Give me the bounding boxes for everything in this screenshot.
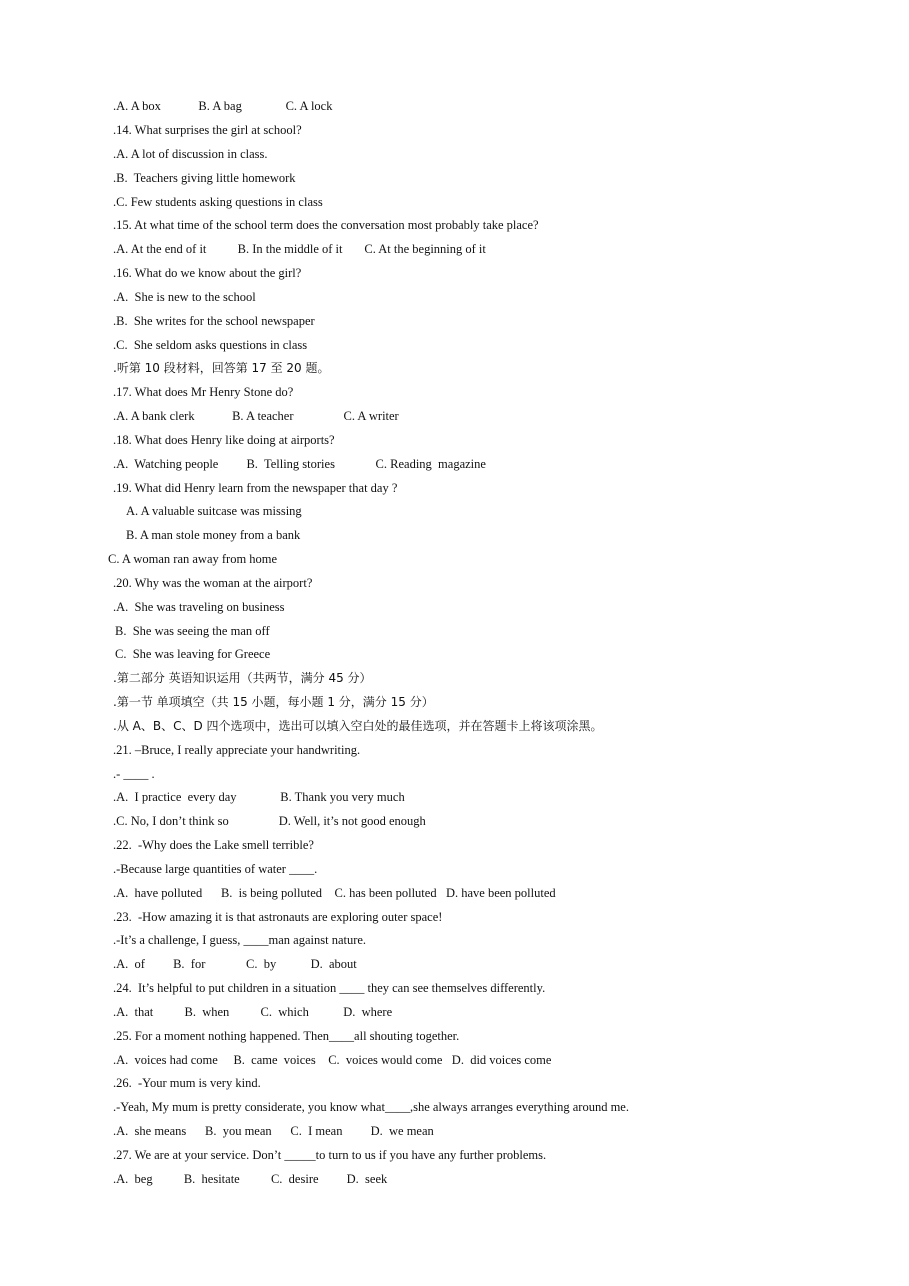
q20-option-b: B. She was seeing the man off (115, 624, 270, 638)
q18-question: .18. What does Henry like doing at airports? (113, 433, 335, 447)
q16-question: .16. What do we know about the girl? (113, 266, 302, 280)
q16-option-a: .A. She is new to the school (113, 290, 256, 304)
q22-reply: .-Because large quantities of water ____. (113, 862, 318, 876)
q26-options: .A. she means B. you mean C. I mean D. we mean (113, 1124, 434, 1138)
q27-question: .27. We are at your service. Don’t _____to turn to us if you have any further problems. (113, 1148, 547, 1162)
q25-question: .25. For a moment nothing happened. Then____all shouting together. (113, 1029, 460, 1043)
q23-options: .A. of B. for C. by D. about (113, 957, 357, 971)
q15-question: .15. At what time of the school term does the conversation most probably take place? (113, 218, 539, 232)
q14-option-a: .A. A lot of discussion in class. (113, 147, 268, 161)
q18-options: .A. Watching people B. Telling stories C. Reading magazine (113, 457, 486, 471)
q24-question: .24. It’s helpful to put children in a situation ____ they can see themselves differently. (113, 981, 546, 995)
section-instruction-10: .听第 10 段材料，回答第 17 至 20 题。 (113, 361, 330, 375)
q19-option-b: B. A man stole money from a bank (126, 528, 301, 542)
q17-options: .A. A bank clerk B. A teacher C. A writer (113, 409, 399, 423)
q20-question: .20. Why was the woman at the airport? (113, 576, 313, 590)
q14-option-c: .C. Few students asking questions in class (113, 195, 323, 209)
q26-question: .26. -Your mum is very kind. (113, 1076, 261, 1090)
q21-reply-blank: .- ____ . (113, 767, 155, 781)
q25-options: .A. voices had come B. came voices C. voices would come D. did voices come (113, 1053, 552, 1067)
q14-option-b: .B. Teachers giving little homework (113, 171, 296, 185)
q22-options: .A. have polluted B. is being polluted C. has been polluted D. have been polluted (113, 886, 556, 900)
q19-option-a: A. A valuable suitcase was missing (126, 504, 302, 518)
section-one-heading: .第一节 单项填空（共 15 小题，每小题 1 分，满分 15 分） (113, 695, 434, 709)
q20-option-c: C. She was leaving for Greece (115, 647, 271, 661)
q16-option-b: .B. She writes for the school newspaper (113, 314, 315, 328)
q23-question: .23. -How amazing it is that astronauts are exploring outer space! (113, 910, 443, 924)
q24-options: .A. that B. when C. which D. where (113, 1005, 393, 1019)
q17-question: .17. What does Mr Henry Stone do? (113, 385, 294, 399)
q20-option-a: .A. She was traveling on business (113, 600, 285, 614)
q13-options: .A. A box B. A bag C. A lock (113, 99, 333, 113)
q19-option-c: C. A woman ran away from home (108, 552, 278, 566)
q19-question: .19. What did Henry learn from the newspaper that day ? (113, 481, 398, 495)
q14-question: .14. What surprises the girl at school? (113, 123, 302, 137)
q23-reply: .-It’s a challenge, I guess, ____man against nature. (113, 933, 367, 947)
q22-question: .22. -Why does the Lake smell terrible? (113, 838, 314, 852)
q21-question: .21. –Bruce, I really appreciate your handwriting. (113, 743, 361, 757)
q21-options-ab: .A. I practice every day B. Thank you very much (113, 790, 405, 804)
q21-options-cd: .C. No, I don’t think so D. Well, it’s not good enough (113, 814, 426, 828)
q15-options: .A. At the end of it B. In the middle of it C. At the beginning of it (113, 242, 486, 256)
q26-reply: .-Yeah, My mum is pretty considerate, you know what____,she always arranges everything around me. (113, 1100, 629, 1114)
q16-option-c: .C. She seldom asks questions in class (113, 338, 308, 352)
part-two-heading: .第二部分 英语知识运用（共两节，满分 45 分） (113, 671, 372, 685)
q27-options: .A. beg B. hesitate C. desire D. seek (113, 1172, 388, 1186)
section-one-instruction: .从 A、B、C、D 四个选项中，选出可以填入空白处的最佳选项，并在答题卡上将该项涂黑。 (113, 719, 603, 733)
